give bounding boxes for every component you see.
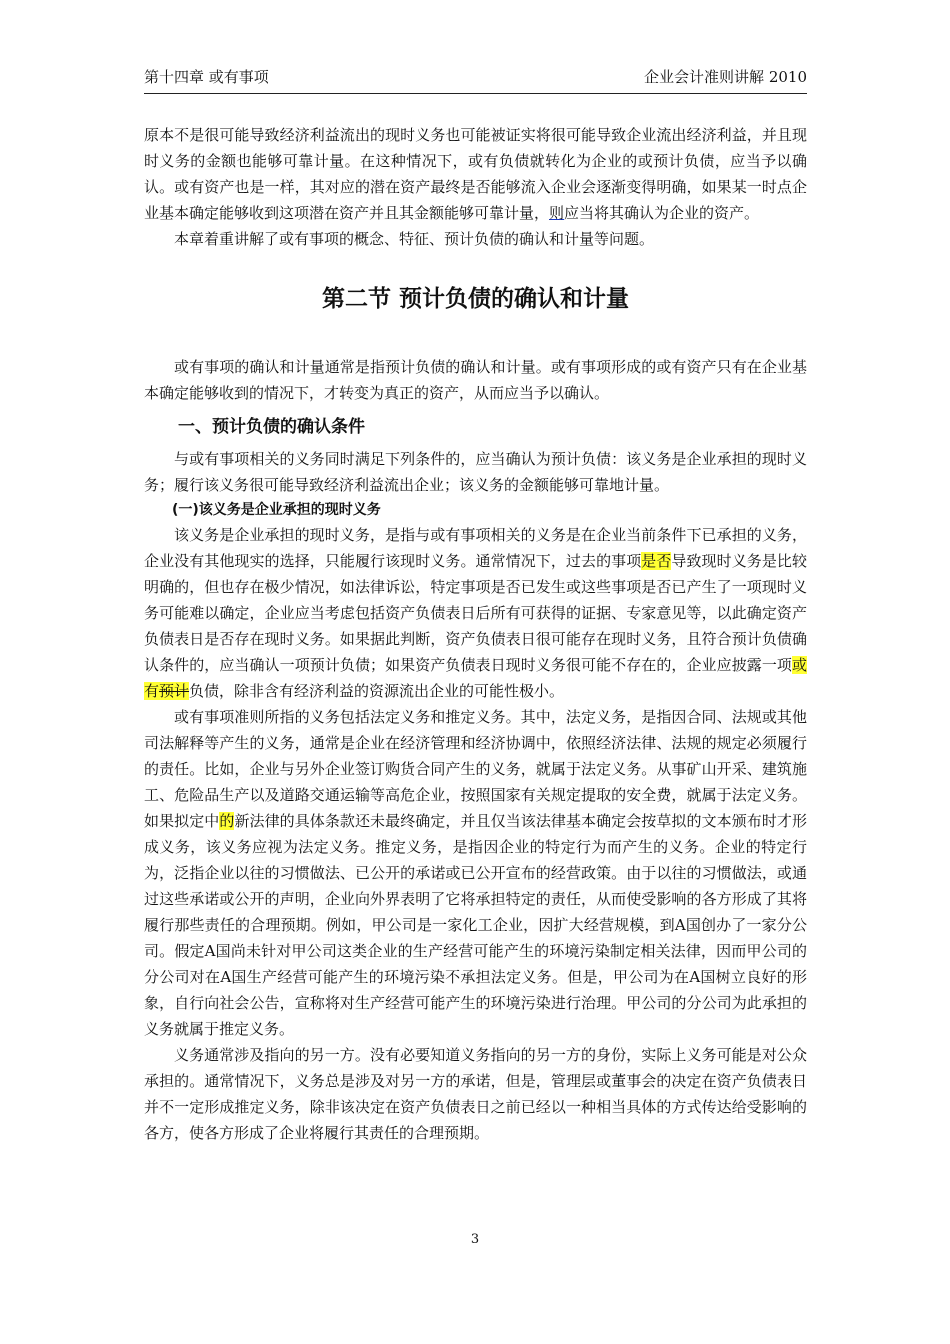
header-chapter-title: 第十四章 或有事项: [144, 68, 269, 86]
paragraph-text: 原本不是很可能导致经济利益流出的现时义务也可能被证实将很可能导致企业流出经济利益，并且现时义务的金额也能够可靠计量。在这种情况下，或有负债就转化为企业的或预计负债，应当予以确认。或有资产也是一样，其对应的潜在资产最终是否能够流入企业会逐渐变得明确，如果某一时点企业基本确定能够收到这项潜在资产并且其金额能够可靠计量，: [144, 126, 807, 222]
paragraph-text: 新法律的具体条款还未最终确定，并且仅当该法律基本确定会按草拟的文本颁布时才形成义务，该义务应视为法定义务。推定义务，是指因企业的特定行为而产生的义务。企业的特定行为，泛指企业以往的习惯做法、已公开的承诺或已公开宣布的经营政策。由于以往的习惯做法，或通过这些承诺或公开的声明，企业向外界表明了它将承担特定的责任，从而使受影响的各方形成了其将履行那些责任的合理预期。例如，甲公司是一家化工企业，因扩大经营规模，到A国创办了一家分公司。假定A国尚未针对甲公司这类企业的生产经营可能产生的环境污染制定相关法律，因而甲公司的分公司对在A国生产经营可能产生的环境污染不承担法定义务。但是，甲公司为在A国树立良好的形象，自行向社会公告，宣称将对生产经营可能产生的环境污染进行治理。甲公司的分公司为此承担的义务就属于推定义务。: [144, 812, 807, 1038]
highlighted-text: 是否: [641, 552, 672, 570]
highlighted-text: 的: [219, 812, 235, 830]
paragraph-conditions: 与或有事项相关的义务同时满足下列条件的，应当确认为预计负债：该义务是企业承担的现时义务；履行该义务很可能导致经济利益流出企业；该义务的金额能够可靠地计量。: [144, 450, 807, 494]
paragraph-text: 该义务是企业承担的现时义务，是指与或有事项相关的义务是在企业当前条件下已承担的义务，企业没有其他现实的选择，只能履行该现时义务。通常情况下，过去的事项: [144, 526, 807, 570]
paragraph-other-party: 义务通常涉及指向的另一方。没有必要知道义务指向的另一方的身份，实际上义务可能是对公众承担的。通常情况下，义务总是涉及对另一方的承诺，但是，管理层或董事会的决定在资产负债表日并不一定形成推定义务，除非该决定在资产负债表日之前已经以一种相当具体的方式传达给受影响的各方，使各方形成了企业将履行其责任的合理预期。: [144, 1046, 807, 1142]
paragraph-legal-constructive: [144, 704, 807, 1042]
paragraph-intro: 或有事项的确认和计量通常是指预计负债的确认和计量。或有事项形成的或有资产只有在企业基本确定能够收到的情况下，才转变为真正的资产，从而应当予以确认。: [144, 358, 807, 402]
paragraph-chapter-summary: 本章着重讲解了或有事项的概念、特征、预计负债的确认和计量等问题。: [174, 230, 655, 248]
section-title: 第二节 预计负债的确认和计量: [321, 286, 629, 312]
subheading-present-obligation: (一)该义务是企业承担的现时义务: [172, 502, 381, 518]
paragraph-text: 应当将其确认为企业的资产。: [564, 204, 760, 222]
page-header: [144, 66, 807, 90]
header-divider: [144, 93, 807, 94]
heading-recognition-conditions: 一、预计负债的确认条件: [178, 417, 365, 437]
page-number: 3: [470, 1232, 480, 1247]
highlighted-text: 或有: [144, 656, 807, 700]
page-body: [144, 122, 807, 1146]
paragraph-continued: [144, 122, 807, 226]
revision-mark: 则: [549, 204, 565, 222]
highlighted-deleted-text: 预计: [159, 682, 190, 700]
header-book-title: 企业会计准则讲解 2010: [644, 68, 807, 86]
paragraph-text: 负债，除非含有经济利益的资源流出企业的可能性极小。: [189, 682, 565, 700]
paragraph-text: 或有事项准则所指的义务包括法定义务和推定义务。其中，法定义务，是指因合同、法规或其他司法解释等产生的义务，通常是企业在经济管理和经济协调中，依照经济法律、法规的规定必须履行的责任。比如，企业与另外企业签订购货合同产生的义务，就属于法定义务。从事矿山开采、建筑施工、危险品生产以及道路交通运输等高危企业，按照国家有关规定提取的安全费，就属于法定义务。如果拟定中: [144, 708, 807, 830]
paragraph-present-obligation: [144, 522, 807, 704]
paragraph-text: 导致现时义务是比较明确的，但也存在极少情况，如法律诉讼，特定事项是否已发生或这些事项是否已产生了一项现时义务可能难以确定，企业应当考虑包括资产负债表日后所有可获得的证据、专家意见等，以此确定资产负债表日是否存在现时义务。如果据此判断，资产负债表日很可能存在现时义务，且符合预计负债确认条件的，应当确认一项预计负债；如果资产负债表日现时义务很可能不存在的，企业应披露一项: [144, 552, 807, 674]
